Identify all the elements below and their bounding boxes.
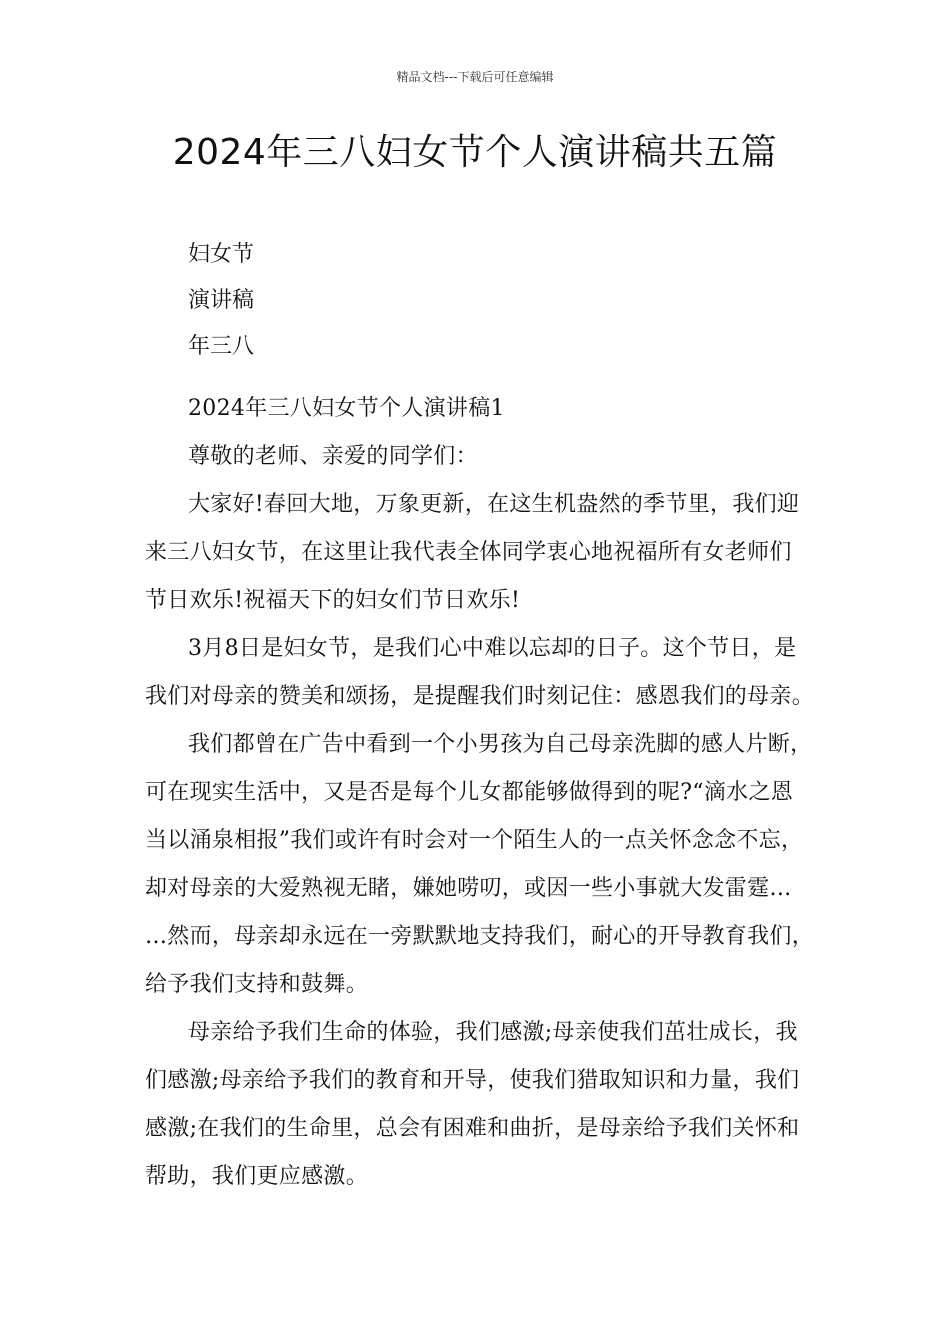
paragraph-line: …然而，母亲却永远在一旁默默地支持我们，耐心的开导教育我们， (145, 924, 815, 949)
paragraph-line: 我们都曾在广告中看到一个小男孩为自己母亲洗脚的感人片断， (188, 732, 813, 757)
keyword-item: 妇女节 (188, 242, 255, 267)
keyword-item: 演讲稿 (188, 288, 255, 313)
paragraph-line: 节日欢乐!祝福天下的妇女们节日欢乐! (145, 588, 521, 613)
document-title: 2024年三八妇女节个人演讲稿共五篇 (172, 132, 778, 173)
paragraph-line: 可在现实生活中，又是否是每个儿女都能够做得到的呢?“滴水之恩 (145, 780, 794, 805)
paragraph-line: 当以涌泉相报”我们或许有时会对一个陌生人的一点关怀念念不忘， (145, 828, 804, 853)
paragraph-line: 3月8日是妇女节，是我们心中难以忘却的日子。这个节日，是 (188, 636, 797, 661)
paragraph-line: 母亲给予我们生命的体验，我们感激;母亲使我们茁壮成长，我 (188, 1020, 798, 1045)
keyword-list (188, 232, 828, 370)
document-body (145, 385, 827, 1201)
paragraph-line: 感激;在我们的生命里，总会有困难和曲折，是母亲给予我们关怀和 (145, 1116, 800, 1141)
paragraph-line: 们感激;母亲给予我们的教育和开导，使我们猎取知识和力量，我们 (145, 1068, 800, 1093)
paragraph-line: 我们对母亲的赞美和颂扬，是提醒我们时刻记住：感恩我们的母亲。 (145, 684, 815, 709)
paragraph-line: 大家好!春回大地，万象更新，在这生机盎然的季节里，我们迎 (188, 492, 800, 517)
paragraph-line: 却对母亲的大爱熟视无睹，嫌她唠叨，或因一些小事就大发雷霆… (145, 876, 792, 901)
section-heading: 2024年三八妇女节个人演讲稿1 (188, 396, 505, 421)
salutation: 尊敬的老师、亲爱的同学们： (188, 444, 478, 469)
keyword-item: 年三八 (188, 334, 255, 359)
paragraph-line: 给予我们支持和鼓舞。 (145, 972, 369, 997)
paragraph-line: 帮助，我们更应感激。 (145, 1164, 369, 1189)
header-note: 精品文档---下载后可任意编辑 (396, 70, 554, 84)
paragraph-line: 来三八妇女节，在这里让我代表全体同学衷心地祝福所有女老师们 (145, 540, 792, 565)
